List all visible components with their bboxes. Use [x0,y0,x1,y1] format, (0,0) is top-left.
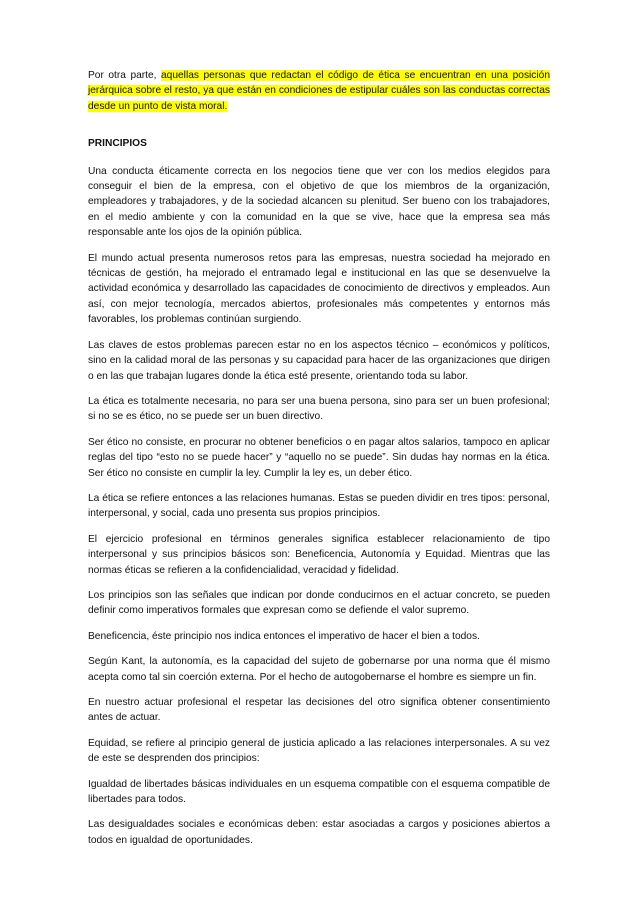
paragraph-8: Los principios son las señales que indican por donde conducirnos en el actuar concreto, se pueden definir como imperativos formales que expresan como se defiende el valor supremo. [88,589,550,617]
intro-paragraph [88,68,550,114]
highlighted-text: aquellas personas que redactan el código de ética se encuentran en una posición jerárquica sobre el resto, ya que están en condiciones de estipular cuáles son las conductas correctas desde un punto de vista moral. [88,70,550,112]
paragraph-12: Equidad, se refiere al principio general de justicia aplicado a las relaciones interpersonales. A su vez de este se desprenden dos principios: [88,737,550,765]
paragraph-9: Beneficencia, éste principio nos indica entonces el imperativo de hacer el bien a todos. [88,630,480,642]
paragraph-6: La ética se refiere entonces a las relaciones humanas. Estas se pueden dividir en tres tipos: personal, interpersonal, y social, cada uno presenta sus propios principios. [88,492,550,520]
paragraph-7: El ejercicio profesional en términos generales significa establecer relacionamiento de tipo interpersonal y sus principios básicos son: Beneficencia, Autonomía y Equidad. Mientras que las normas éticas se refieren a la confidencialidad, veracidad y fidelidad. [88,533,550,576]
paragraph-4: La ética es totalmente necesaria, no para ser una buena persona, sino para ser un buen profesional; si no se es ético, no se puede ser un buen directivo. [88,395,550,423]
document-body [88,68,550,858]
paragraph-2: El mundo actual presenta numerosos retos para las empresas, nuestra sociedad ha mejorado en técnicas de gestión, ha mejorado el entramado legal e institucional en las que se desenvuelve la actividad económica y desarrollado las capacidades de conocimiento de directivos y empleados. Aun así, con mejor tecnología, mercados abiertos, profesionales más competentes y entornos más favorables, los problemas continúan surgiendo. [88,252,550,326]
intro-text: Por otra parte, [88,70,162,81]
paragraph-5: Ser ético no consiste, en procurar no obtener beneficios o en pagar altos salarios, tampoco en aplicar reglas del tipo “esto no se puede hacer” y “aquello no se puede”. Sin dudas hay normas en la ética. Ser ético no consiste en cumplir la ley. Cumplir la ley es, un deber ético. [88,436,550,479]
paragraph-1: Una conducta éticamente correcta en los negocios tiene que ver con los medios elegidos para conseguir el bien de la empresa, con el objetivo de que los miembros de la organización, empleadores y trabajadores, y de la sociedad alcancen su plenitud. Ser bueno con los trabajadores, en el medio ambiente y con la comunidad en la que se vive, hace que la empresa sea más responsable ante los ojos de la opinión pública. [88,165,550,239]
section-heading: PRINCIPIOS [88,138,147,150]
paragraph-10: Según Kant, la autonomía, es la capacidad del sujeto de gobernarse por una norma que él mismo acepta como tal sin coerción externa. Por el hecho de autogobernarse el hombre es siempre un fin. [88,656,550,683]
paragraph-11: En nuestro actuar profesional el respetar las decisiones del otro significa obtener consentimiento antes de actuar. [88,697,550,724]
paragraph-14: Las desigualdades sociales e económicas deben: estar asociadas a cargos y posiciones abiertos a todos en igualdad de oportunidades. [88,819,550,846]
paragraph-3: Las claves de estos problemas parecen estar no en los aspectos técnico – económicos y políticos, sino en la calidad moral de las personas y su capacidad para hacer de las organizaciones que dirigen o en las que trabajan lugares donde la ética esté presente, orientando toda su labor. [88,339,550,382]
paragraph-13: Igualdad de libertades básicas individuales en un esquema compatible con el esquema compatible de libertades para todos. [88,778,550,806]
